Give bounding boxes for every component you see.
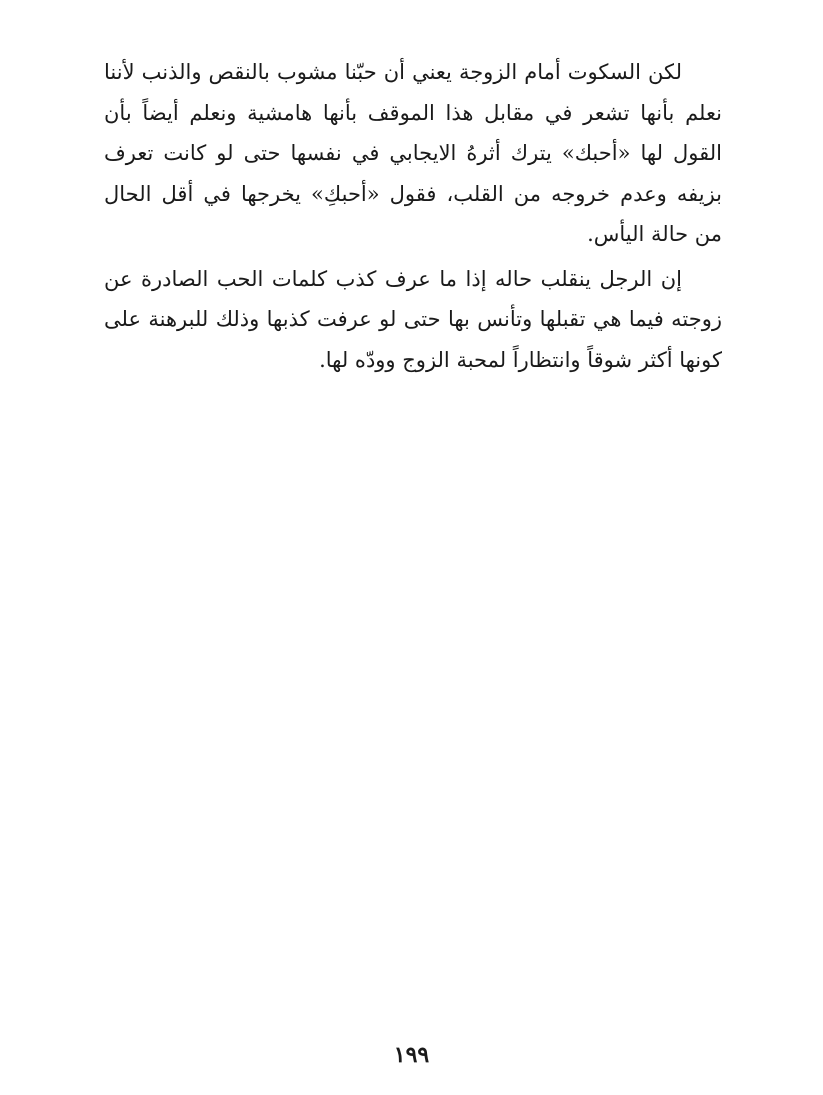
page-number: ١٩٩ <box>393 1042 430 1068</box>
paragraph-1: لكن السكوت أمام الزوجة يعني أن حبّنا مشوب بالنقص والذنب لأننا نعلم بأنها تشعر في مقابل هذا الموقف بأنها هامشية ونعلم أيضاً بأن القول لها «أحبك» يترك أثرهُ الايجابي في نفسها حتى لو كانت تعرف بزيفه وعدم خروجه من القلب، فقول «أحبكِ» يخرجها في أقل الحال من حالة اليأس. <box>104 60 722 246</box>
page-body <box>104 52 722 380</box>
paragraph-2: إن الرجل ينقلب حاله إذا ما عرف كذب كلمات الحب الصادرة عن زوجته فيما هي تقبلها وتأنس بها حتى لو عرفت كذبها وذلك للبرهنة على كونها أكثر شوقاً وانتظاراً لمحبة الزوج وودّه لها. <box>104 266 722 372</box>
